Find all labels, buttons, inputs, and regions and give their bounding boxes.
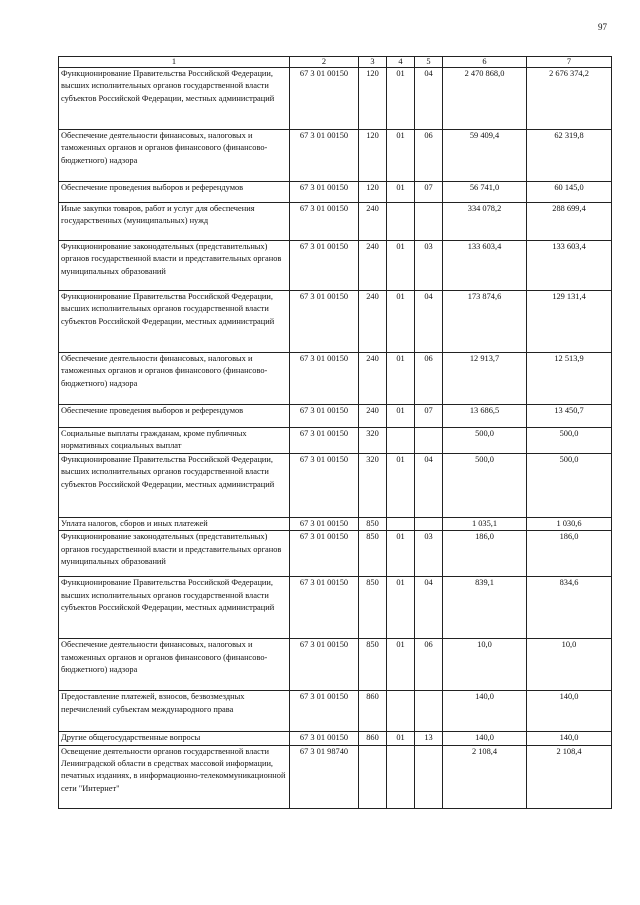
row-vr-cell: 860: [359, 691, 387, 732]
row-rz-cell: 01: [387, 405, 415, 428]
row-pr-cell: [415, 517, 443, 530]
row-vr-cell: 240: [359, 353, 387, 405]
row-pr-cell: [415, 428, 443, 454]
row-sum2-cell: 140,0: [527, 691, 612, 732]
row-name-cell: Обеспечение проведения выборов и референдумов: [59, 182, 290, 203]
row-name-cell: Функционирование Правительства Российской Федерации, высших исполнительных органов государственной власти субъектов Российской Федерации, местных администраций: [59, 453, 290, 517]
row-code-cell: 67 3 01 00150: [290, 353, 359, 405]
table-row: [59, 203, 612, 241]
row-sum2-cell: 62 319,8: [527, 130, 612, 182]
row-sum2-cell: 1 030,6: [527, 517, 612, 530]
row-vr-cell: 320: [359, 453, 387, 517]
row-rz-cell: 01: [387, 639, 415, 691]
table-row: [59, 577, 612, 639]
row-vr-cell: 120: [359, 68, 387, 130]
row-code-cell: 67 3 01 00150: [290, 291, 359, 353]
row-pr-cell: 06: [415, 639, 443, 691]
row-vr-cell: 850: [359, 517, 387, 530]
table-row: [59, 639, 612, 691]
header-cell: 7: [527, 57, 612, 68]
row-sum1-cell: 10,0: [443, 639, 527, 691]
table-row: [59, 428, 612, 454]
row-sum2-cell: 2 676 374,2: [527, 68, 612, 130]
row-sum2-cell: 500,0: [527, 428, 612, 454]
header-cell: 5: [415, 57, 443, 68]
row-sum2-cell: 288 699,4: [527, 203, 612, 241]
row-sum1-cell: 173 874,6: [443, 291, 527, 353]
row-name-cell: Функционирование Правительства Российской Федерации, высших исполнительных органов государственной власти субъектов Российской Федерации, местных администраций: [59, 291, 290, 353]
row-pr-cell: 03: [415, 531, 443, 577]
row-name-cell: Освещение деятельности органов государственной власти Ленинградской области в средствах массовой информации, печатных изданиях, в информационно-телекоммуникационной сети "Интернет": [59, 745, 290, 808]
row-sum1-cell: 500,0: [443, 428, 527, 454]
row-sum2-cell: 13 450,7: [527, 405, 612, 428]
row-code-cell: 67 3 01 00150: [290, 203, 359, 241]
row-rz-cell: 01: [387, 130, 415, 182]
row-rz-cell: [387, 517, 415, 530]
row-rz-cell: 01: [387, 68, 415, 130]
row-code-cell: 67 3 01 00150: [290, 405, 359, 428]
table-row: [59, 182, 612, 203]
row-pr-cell: 07: [415, 405, 443, 428]
row-pr-cell: [415, 745, 443, 808]
row-name-cell: Социальные выплаты гражданам, кроме публичных нормативных социальных выплат: [59, 428, 290, 454]
row-name-cell: Предоставление платежей, взносов, безвозмездных перечислений субъектам международного права: [59, 691, 290, 732]
row-vr-cell: 320: [359, 428, 387, 454]
row-sum2-cell: 12 513,9: [527, 353, 612, 405]
table-row: [59, 732, 612, 745]
row-code-cell: 67 3 01 00150: [290, 639, 359, 691]
row-rz-cell: 01: [387, 453, 415, 517]
row-rz-cell: [387, 203, 415, 241]
row-rz-cell: [387, 745, 415, 808]
row-vr-cell: 240: [359, 241, 387, 291]
row-rz-cell: 01: [387, 531, 415, 577]
row-code-cell: 67 3 01 00150: [290, 182, 359, 203]
row-code-cell: 67 3 01 00150: [290, 453, 359, 517]
row-pr-cell: 03: [415, 241, 443, 291]
row-name-cell: Функционирование законодательных (представительных) органов государственной власти и представительных органов муниципальных образований: [59, 241, 290, 291]
row-vr-cell: 850: [359, 531, 387, 577]
row-name-cell: Уплата налогов, сборов и иных платежей: [59, 517, 290, 530]
header-cell: 2: [290, 57, 359, 68]
table-row: [59, 291, 612, 353]
row-pr-cell: 06: [415, 353, 443, 405]
row-code-cell: 67 3 01 98740: [290, 745, 359, 808]
row-rz-cell: 01: [387, 241, 415, 291]
table-header-row: [59, 57, 612, 68]
row-name-cell: Обеспечение деятельности финансовых, налоговых и таможенных органов и органов финансового (финансово-бюджетного) надзора: [59, 639, 290, 691]
row-pr-cell: 04: [415, 453, 443, 517]
row-pr-cell: 07: [415, 182, 443, 203]
row-vr-cell: 850: [359, 577, 387, 639]
row-vr-cell: 120: [359, 182, 387, 203]
row-sum1-cell: 13 686,5: [443, 405, 527, 428]
row-name-cell: Обеспечение деятельности финансовых, налоговых и таможенных органов и органов финансового (финансово-бюджетного) надзора: [59, 130, 290, 182]
row-vr-cell: 240: [359, 291, 387, 353]
row-rz-cell: 01: [387, 182, 415, 203]
row-pr-cell: 04: [415, 577, 443, 639]
row-pr-cell: [415, 691, 443, 732]
row-pr-cell: 04: [415, 291, 443, 353]
row-code-cell: 67 3 01 00150: [290, 577, 359, 639]
table-row: [59, 453, 612, 517]
row-name-cell: Обеспечение деятельности финансовых, налоговых и таможенных органов и органов финансового (финансово-бюджетного) надзора: [59, 353, 290, 405]
row-sum1-cell: 140,0: [443, 691, 527, 732]
row-rz-cell: [387, 428, 415, 454]
row-vr-cell: 240: [359, 405, 387, 428]
row-vr-cell: [359, 745, 387, 808]
row-name-cell: Иные закупки товаров, работ и услуг для обеспечения государственных (муниципальных) нужд: [59, 203, 290, 241]
table-row: [59, 405, 612, 428]
row-sum2-cell: 10,0: [527, 639, 612, 691]
row-code-cell: 67 3 01 00150: [290, 531, 359, 577]
header-cell: 1: [59, 57, 290, 68]
table-row: [59, 691, 612, 732]
row-code-cell: 67 3 01 00150: [290, 732, 359, 745]
row-sum1-cell: 186,0: [443, 531, 527, 577]
row-pr-cell: 13: [415, 732, 443, 745]
row-rz-cell: 01: [387, 732, 415, 745]
row-vr-cell: 850: [359, 639, 387, 691]
row-vr-cell: 120: [359, 130, 387, 182]
row-sum1-cell: 12 913,7: [443, 353, 527, 405]
row-name-cell: Функционирование законодательных (представительных) органов государственной власти и представительных органов муниципальных образований: [59, 531, 290, 577]
row-rz-cell: 01: [387, 577, 415, 639]
row-code-cell: 67 3 01 00150: [290, 428, 359, 454]
budget-table: [58, 56, 612, 809]
row-name-cell: Обеспечение проведения выборов и референдумов: [59, 405, 290, 428]
row-code-cell: 67 3 01 00150: [290, 517, 359, 530]
row-vr-cell: 240: [359, 203, 387, 241]
page-number: 97: [598, 22, 607, 32]
row-sum1-cell: 1 035,1: [443, 517, 527, 530]
row-pr-cell: 06: [415, 130, 443, 182]
row-sum2-cell: 60 145,0: [527, 182, 612, 203]
row-sum2-cell: 834,6: [527, 577, 612, 639]
row-sum1-cell: 140,0: [443, 732, 527, 745]
table-row: [59, 745, 612, 808]
header-cell: 6: [443, 57, 527, 68]
row-code-cell: 67 3 01 00150: [290, 130, 359, 182]
row-sum1-cell: 133 603,4: [443, 241, 527, 291]
row-rz-cell: 01: [387, 353, 415, 405]
row-sum1-cell: 2 470 868,0: [443, 68, 527, 130]
table-row: [59, 531, 612, 577]
row-sum2-cell: 140,0: [527, 732, 612, 745]
row-sum2-cell: 500,0: [527, 453, 612, 517]
table-row: [59, 130, 612, 182]
row-code-cell: 67 3 01 00150: [290, 241, 359, 291]
row-sum2-cell: 2 108,4: [527, 745, 612, 808]
row-sum1-cell: 56 741,0: [443, 182, 527, 203]
row-sum1-cell: 500,0: [443, 453, 527, 517]
row-rz-cell: 01: [387, 291, 415, 353]
table-body: [59, 57, 612, 809]
row-sum2-cell: 186,0: [527, 531, 612, 577]
row-sum1-cell: 839,1: [443, 577, 527, 639]
row-vr-cell: 860: [359, 732, 387, 745]
row-name-cell: Другие общегосударственные вопросы: [59, 732, 290, 745]
row-sum1-cell: 334 078,2: [443, 203, 527, 241]
row-code-cell: 67 3 01 00150: [290, 68, 359, 130]
table-row: [59, 68, 612, 130]
row-code-cell: 67 3 01 00150: [290, 691, 359, 732]
header-cell: 3: [359, 57, 387, 68]
table-row: [59, 517, 612, 530]
row-name-cell: Функционирование Правительства Российской Федерации, высших исполнительных органов государственной власти субъектов Российской Федерации, местных администраций: [59, 577, 290, 639]
table-row: [59, 241, 612, 291]
row-rz-cell: [387, 691, 415, 732]
row-sum1-cell: 2 108,4: [443, 745, 527, 808]
table-row: [59, 353, 612, 405]
header-cell: 4: [387, 57, 415, 68]
row-sum2-cell: 129 131,4: [527, 291, 612, 353]
row-pr-cell: [415, 203, 443, 241]
row-pr-cell: 04: [415, 68, 443, 130]
row-sum2-cell: 133 603,4: [527, 241, 612, 291]
row-name-cell: Функционирование Правительства Российской Федерации, высших исполнительных органов государственной власти субъектов Российской Федерации, местных администраций: [59, 68, 290, 130]
row-sum1-cell: 59 409,4: [443, 130, 527, 182]
